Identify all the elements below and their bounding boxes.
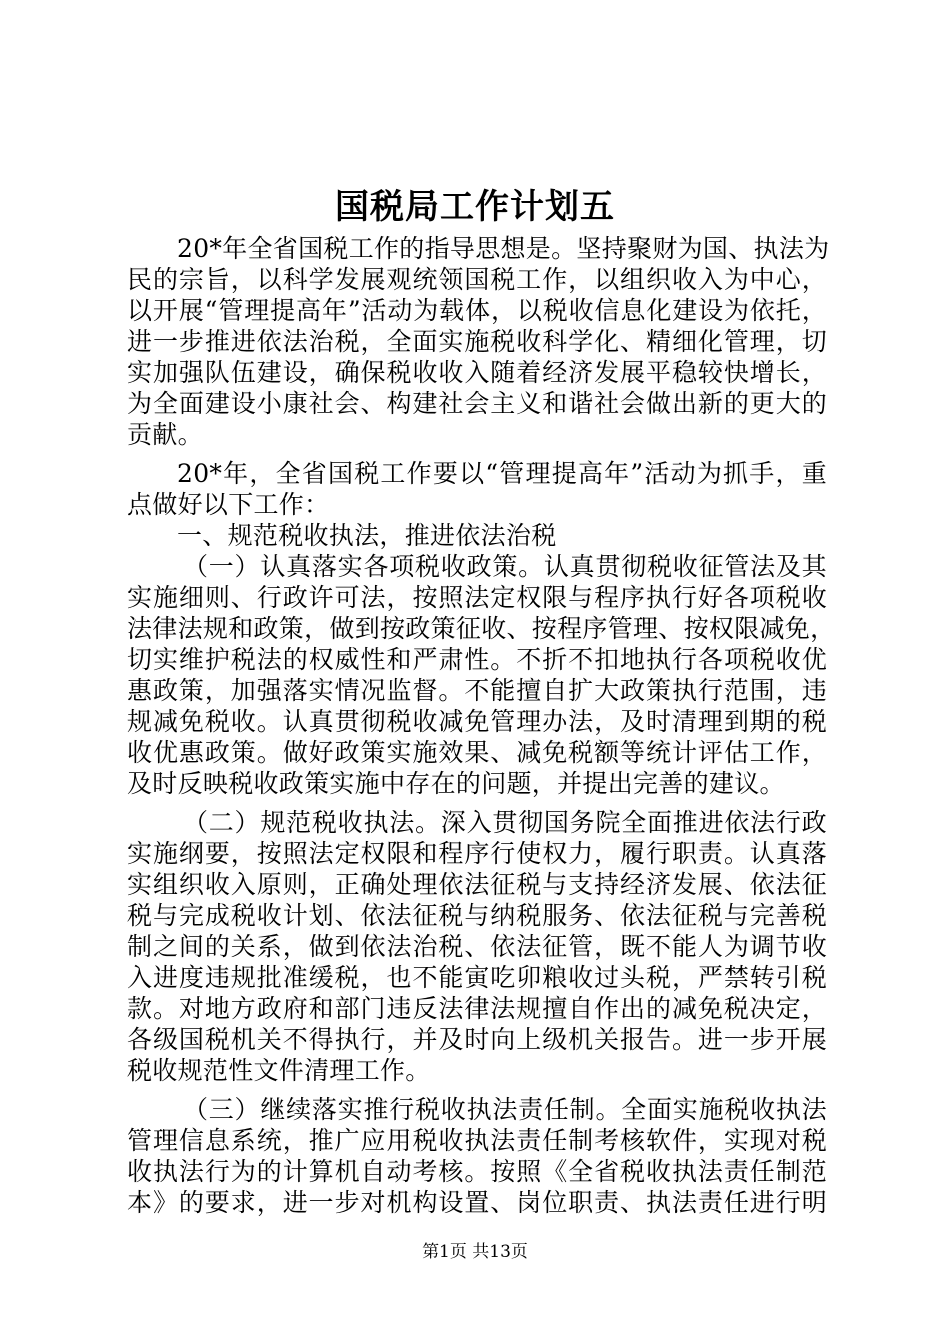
page-number-footer: 第1页 共13页: [422, 1242, 528, 1262]
text-line: 实施细则、行政许可法，按照法定权限与程序执行好各项税收: [127, 583, 827, 612]
text-line: 及时反映税收政策实施中存在的问题，并提出完善的建议。: [127, 769, 785, 798]
paragraph-work-focus: [127, 458, 827, 520]
text-line: 惠政策，加强落实情况监督。不能擅自扩大政策执行范围，违: [127, 676, 827, 705]
text-line: 各级国税机关不得执行，并及时向上级机关报告。进一步开展: [127, 1025, 827, 1054]
text-line: 税收规范性文件清理工作。: [127, 1056, 431, 1085]
paragraph-item-2: [127, 807, 827, 1086]
text-line: 入进度违规批准缓税，也不能寅吃卯粮收过头税，严禁转引税: [127, 963, 827, 992]
text-line: 为全面建设小康社会、构建社会主义和谐社会做出新的更大的: [127, 389, 827, 418]
text-line: （三）继续落实推行税收执法责任制。全面实施税收执法: [183, 1095, 827, 1124]
text-line: 规减免税收。认真贯彻税收减免管理办法，及时清理到期的税: [127, 707, 827, 736]
paragraph-item-3: [127, 1094, 827, 1218]
paragraph-guiding-ideology: [127, 233, 830, 450]
text-line: 收执法行为的计算机自动考核。按照《全省税收执法责任制范: [127, 1157, 827, 1186]
text-line: 20*年全省国税工作的指导思想是。坚持聚财为国、执法为: [177, 234, 830, 263]
text-line: 实施纲要，按照法定权限和程序行使权力，履行职责。认真落: [127, 839, 827, 868]
text-line: 税与完成税收计划、依法征税与纳税服务、依法征税与完善税: [127, 901, 827, 930]
text-line: 切实维护税法的权威性和严肃性。不折不扣地执行各项税收优: [127, 645, 827, 674]
text-line: 制之间的关系，做到依法治税、依法征管，既不能人为调节收: [127, 932, 827, 961]
text-line: 实组织收入原则，正确处理依法征税与支持经济发展、依法征: [127, 870, 827, 899]
paragraph-item-1: [127, 551, 836, 799]
text-line: 实加强队伍建设，确保税收收入随着经济发展平稳较快增长，: [127, 358, 827, 387]
text-line: 贡献。: [127, 420, 203, 449]
text-line: 管理信息系统，推广应用税收执法责任制考核软件，实现对税: [127, 1126, 827, 1155]
text-line: 本》的要求，进一步对机构设置、岗位职责、执法责任进行明: [127, 1188, 827, 1217]
text-line: 进一步推进依法治税，全面实施税收科学化、精细化管理，切: [127, 327, 827, 356]
text-line: （二）规范税收执法。深入贯彻国务院全面推进依法行政: [183, 808, 827, 837]
text-line: 民的宗旨，以科学发展观统领国税工作，以组织收入为中心，: [127, 265, 827, 294]
section-heading-text: 一、规范税收执法，推进依法治税: [177, 521, 557, 550]
document-body: [127, 233, 836, 1218]
text-line: 收优惠政策。做好政策实施效果、减免税额等统计评估工作，: [127, 738, 827, 767]
text-line: （一）认真落实各项税收政策。认真贯彻税收征管法及其: [183, 552, 827, 581]
text-line: 法律法规和政策，做到按政策征收、按程序管理、按权限减免，: [127, 614, 836, 643]
section-heading: [127, 520, 827, 551]
text-line: 款。对地方政府和部门违反法律法规擅自作出的减免税决定，: [127, 994, 827, 1023]
text-line: 20*年，全省国税工作要以“管理提高年”活动为抓手，重: [177, 459, 827, 488]
document-title: 国税局工作计划五: [335, 187, 615, 227]
text-line: 点做好以下工作：: [127, 490, 330, 519]
text-line: 以开展“管理提高年”活动为载体，以税收信息化建设为依托，: [127, 296, 827, 325]
